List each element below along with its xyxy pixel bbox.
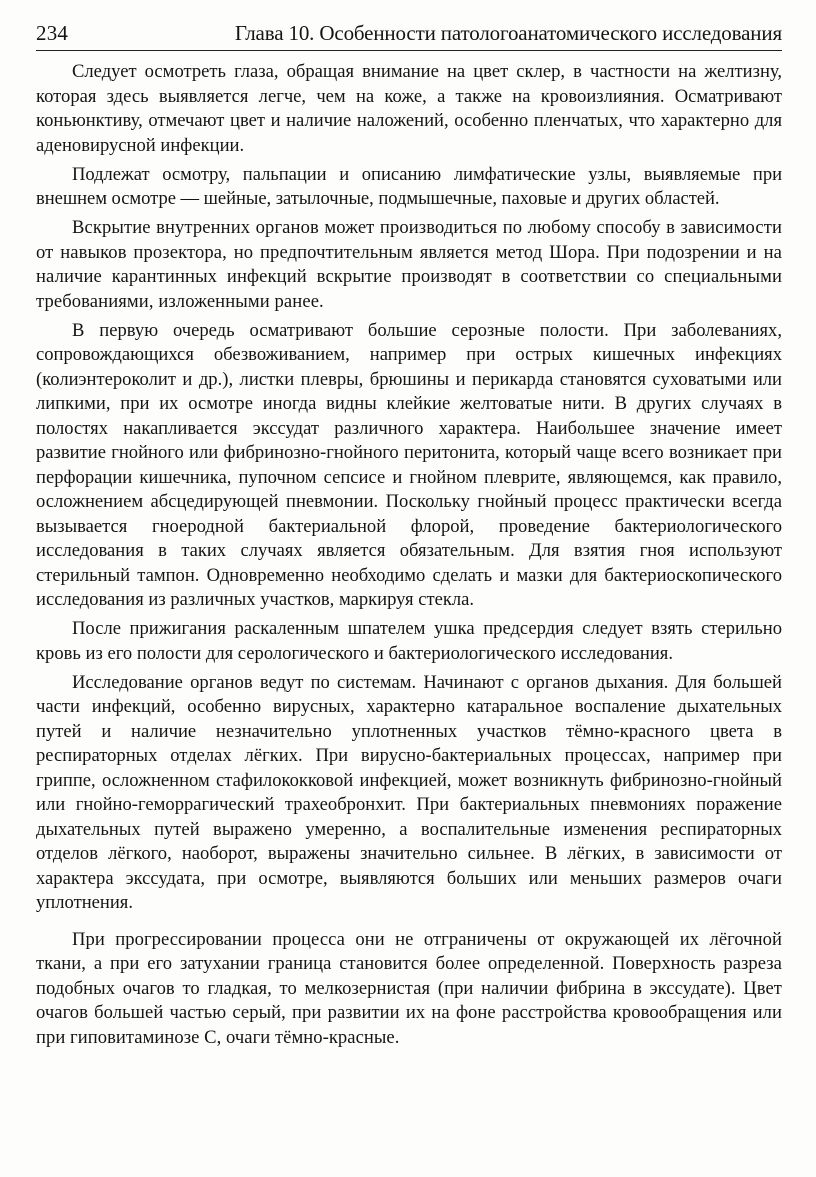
paragraph-process-progression: При прогрессировании процесса они не отграничены от окружающей их лёгочной ткани, а при его затухании граница становится более определенной. Поверхность разреза подобных очагов то гладкая, то мелкозернистая (при наличии фибрина в экссудате). Цвет очагов большей частью серый, при развитии их на фоне расстройства кровообращения или при гиповитаминозе С, очаги тёмно-красные. — [36, 928, 782, 1048]
running-title: Глава 10. Особенности патологоанатомического исследования — [234, 21, 782, 45]
paragraph-eyes-examination: Следует осмотреть глаза, обращая внимание на цвет склер, в частности на желтизну, которая здесь выявляется легче, чем на коже, а также на кровоизлияния. Осматривают коньюнктиву, отмечают цвет и наличие наложений, особенно пленчатых, что характерно для аденовирусной инфекции. — [36, 61, 782, 156]
paragraph-serous-cavities: В первую очередь осматривают большие серозные полости. При заболеваниях, сопровождающихся обезвоживанием, например при острых кишечных инфекциях (колиэнтероколит и др.), листки плевры, брюшины и перикарда становятся суховатыми или липкими, при их осмотре иногда видны клейкие желтоватые нити. В других случаях в полостях накапливается экссудат различного характера. Наибольшее значение имеет развитие гнойного или фибринозно-гнойного перитонита, который чаще всего возникает при перфорации кишечника, пупочном сепсисе и гнойном плеврите, являющемся, как правило, осложнением абсцедирующей пневмонии. Поскольку гнойный процесс практически всегда вызывается гноеродной бактериальной флорой, проведение бактериологического исследования в таких случаях является обязательным. Для взятия гноя используют стерильный тампон. Одновременно необходимо сделать и мазки для бактериоскопического исследования из различных участков, маркируя стекла. — [36, 319, 782, 610]
paragraph-autopsy-method: Вскрытие внутренних органов может производиться по любому способу в зависимости от навыков прозектора, но предпочтительным является метод Шора. При подозрении и на наличие карантинных инфекций вскрытие производят в соответствии со специальными требованиями, изложенными ранее. — [36, 217, 782, 312]
body-text — [36, 60, 782, 1055]
paragraph-respiratory-organs: Исследование органов ведут по системам. Начинают с органов дыхания. Для большей части инфекций, особенно вирусных, характерно катаральное воспаление дыхательных путей и наличие незначительно уплотненных участков тёмно-красного цвета в респираторных отделах лёгких. При вирусно-бактериальных процессах, например при гриппе, осложненном стафилококковой инфекцией, может возникнуть фибринозно-гнойный или гнойно-геморрагический трахеобронхит. При бактериальных пневмониях поражение дыхательных путей выражено умеренно, а воспалительные изменения респираторных отделов лёгкого, наоборот, выражены значительно сильнее. В лёгких, в зависимости от характера экссудата, при осмотре, выявляются больших или меньших размеров очаги уплотнения. — [36, 671, 782, 913]
paragraph-blood-sampling: После прижигания раскаленным шпателем ушка предсердия следует взять стерильно кровь из его полости для серологического и бактериологического исследования. — [36, 618, 782, 664]
page-header — [36, 18, 782, 51]
paragraph-lymph-nodes: Подлежат осмотру, пальпации и описанию лимфатические узлы, выявляемые при внешнем осмотре — шейные, затылочные, подмышечные, паховые и других областей. — [36, 163, 782, 209]
page-number: 234 — [36, 21, 69, 45]
